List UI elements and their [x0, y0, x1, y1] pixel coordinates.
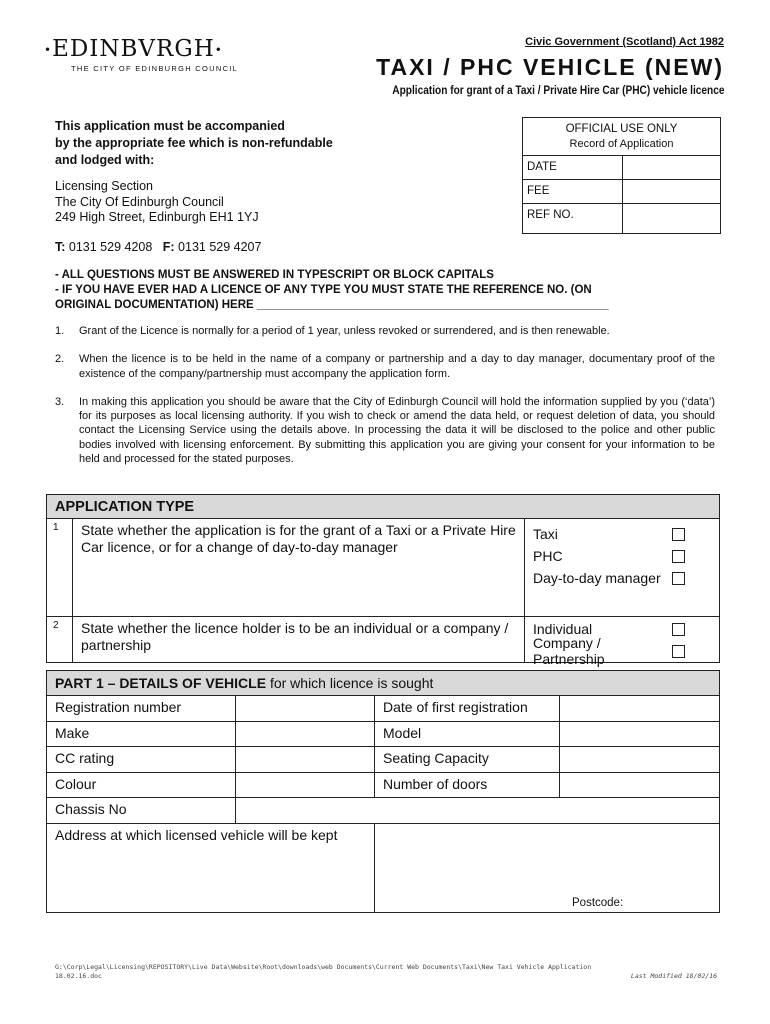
capitals-instructions: [55, 268, 725, 313]
reference-number-line[interactable]: ORIGINAL DOCUMENTATION) HERE _______________________________________________________: [55, 299, 609, 311]
table-row: [47, 696, 719, 722]
option-label: Company / Partnership: [533, 635, 605, 667]
chassis-label: Chassis No: [47, 798, 236, 823]
list-item: [55, 352, 715, 381]
contact-numbers: [55, 240, 261, 254]
page-subtitle: Application for grant of a Taxi / Private Hire Car (PHC) vehicle licence: [391, 85, 724, 97]
vehicle-address-label: Address at which licensed vehicle will be kept: [47, 824, 375, 912]
phc-checkbox[interactable]: [672, 550, 685, 563]
registration-field[interactable]: [236, 696, 375, 721]
colour-field[interactable]: [236, 773, 375, 798]
table-row: [47, 824, 719, 912]
official-use-subtitle: Record of Application: [569, 138, 674, 150]
first-registration-label: Date of first registration: [375, 696, 560, 721]
official-label: REF NO.: [523, 204, 623, 233]
lodge-line: This application must be accompanied: [55, 119, 285, 133]
lodge-line: and lodged with:: [55, 153, 155, 167]
cc-rating-field[interactable]: [236, 747, 375, 772]
page-title: TAXI / PHC VEHICLE (NEW): [376, 54, 724, 80]
section-title-rest: for which licence is sought: [266, 675, 434, 691]
vehicle-details-table: [46, 670, 720, 913]
council-logo: [44, 37, 254, 77]
option-label: Day-to-day manager: [533, 570, 661, 586]
licensing-address: [55, 179, 259, 226]
table-row: [47, 519, 719, 617]
table-row: [47, 798, 719, 824]
question-text: State whether the licence holder is to be an individual or a company / partnership: [73, 617, 525, 662]
logo-subtitle: THE CITY OF EDINBURGH COUNCIL: [71, 64, 239, 73]
doors-label: Number of doors: [375, 773, 560, 798]
logo-wordmark: •EDINBVRGH•: [44, 36, 223, 62]
vehicle-address-field[interactable]: [375, 824, 719, 912]
note-text: In making this application you should be aware that the City of Edinburgh Council will hold the information supplied by you (‘data’) for its purposes as local licensing authority. If you wish to check or amend the data held, or request deletion of data, you should contact the Licensing Service using the details above. In processing the data it will be disclosed to the police and other public bodies involved with licensing enforcement. By submitting this application you are giving your consent for your information to be held and processed for the stated purposes.: [79, 395, 715, 466]
section-title: [47, 671, 719, 696]
note-number: 2.: [55, 353, 65, 366]
instruction-line: - IF YOU HAVE EVER HAD A LICENCE OF ANY TYPE YOU MUST STATE THE REFERENCE NO. (ON: [55, 284, 592, 296]
question-number: 2: [47, 617, 73, 662]
address-line: Licensing Section: [55, 179, 153, 193]
make-label: Make: [47, 722, 236, 747]
table-row: [47, 773, 719, 799]
last-modified: Last Modified 18/02/16: [630, 972, 717, 980]
manager-checkbox[interactable]: [672, 572, 685, 585]
section-title: APPLICATION TYPE: [47, 495, 719, 519]
telephone-label: T:: [55, 240, 66, 254]
option-day-to-day-manager[interactable]: [533, 567, 711, 589]
official-row-ref: [523, 204, 720, 233]
notes-list: [55, 324, 715, 480]
official-value: [623, 180, 720, 203]
individual-checkbox[interactable]: [672, 623, 685, 636]
option-label: PHC: [533, 548, 563, 564]
official-label: FEE: [523, 180, 623, 203]
first-registration-field[interactable]: [560, 696, 719, 721]
question-options: [525, 519, 719, 616]
table-row: [47, 617, 719, 667]
table-row: [47, 722, 719, 748]
application-type-table: [46, 494, 720, 667]
doors-field[interactable]: [560, 773, 719, 798]
company-checkbox[interactable]: [672, 645, 685, 658]
option-phc[interactable]: [533, 545, 711, 567]
official-use-box: [522, 117, 721, 234]
option-label: Taxi: [533, 526, 558, 542]
postcode-label: Postcode:: [572, 896, 624, 909]
official-row-fee: [523, 180, 720, 204]
question-number: 1: [47, 519, 73, 616]
seating-capacity-label: Seating Capacity: [375, 747, 560, 772]
taxi-checkbox[interactable]: [672, 528, 685, 541]
seating-capacity-field[interactable]: [560, 747, 719, 772]
official-value: [623, 204, 720, 233]
note-number: 1.: [55, 325, 65, 337]
file-path: G:\Corp\Legal\Licensing\REPOSITORY\Live Data\Website\Root\downloads\web Documents\Current Web Documents\Taxi\New Taxi Vehicle Application: [55, 963, 592, 971]
file-name: 18.02.16.doc: [55, 972, 102, 980]
model-field[interactable]: [560, 722, 719, 747]
chassis-field[interactable]: [236, 798, 719, 823]
list-item: [55, 324, 715, 338]
note-number: 3.: [55, 395, 65, 408]
address-line: The City Of Edinburgh Council: [55, 194, 224, 209]
fax-label: F:: [162, 240, 175, 254]
lodge-line: by the appropriate fee which is non-refundable: [55, 136, 333, 150]
option-company-partnership[interactable]: [533, 635, 711, 667]
official-use-header: [523, 118, 720, 156]
instruction-line: - ALL QUESTIONS MUST BE ANSWERED IN TYPESCRIPT OR BLOCK CAPITALS: [55, 269, 494, 281]
fax-number: 0131 529 4207: [178, 240, 262, 254]
model-label: Model: [375, 722, 560, 747]
list-item: [55, 395, 715, 466]
question-options: [525, 617, 719, 667]
cc-rating-label: CC rating: [47, 747, 236, 772]
option-label: Individual: [533, 621, 593, 637]
colour-label: Colour: [47, 773, 236, 798]
question-text: State whether the application is for the grant of a Taxi or a Private Hire Car licence, or for a change of day-to-day manager: [73, 519, 525, 616]
make-field[interactable]: [236, 722, 375, 747]
note-text: When the licence is to be held in the name of a company or partnership and a day to day manager, documentary proof of the existence of the company/partnership must accompany the application form.: [79, 353, 715, 380]
section-title-bold: PART 1 – DETAILS OF VEHICLE: [55, 675, 267, 691]
logo-word: EDINBVRGH: [52, 36, 215, 62]
table-row: [47, 747, 719, 773]
note-text: Grant of the Licence is normally for a period of 1 year, unless revoked or surrendered, and is then renewable.: [79, 325, 610, 337]
legislation-act: Civic Government (Scotland) Act 1982: [525, 36, 724, 48]
lodging-instructions: [55, 118, 415, 169]
footer: [55, 963, 717, 981]
registration-label: Registration number: [47, 696, 236, 721]
option-taxi[interactable]: [533, 523, 711, 545]
official-label: DATE: [523, 156, 623, 179]
official-row-date: [523, 156, 720, 180]
official-use-title: OFFICIAL USE ONLY: [565, 123, 678, 135]
official-value: [623, 156, 720, 179]
address-line: 249 High Street, Edinburgh EH1 1YJ: [55, 210, 259, 224]
telephone-number: 0131 529 4208: [68, 240, 153, 254]
